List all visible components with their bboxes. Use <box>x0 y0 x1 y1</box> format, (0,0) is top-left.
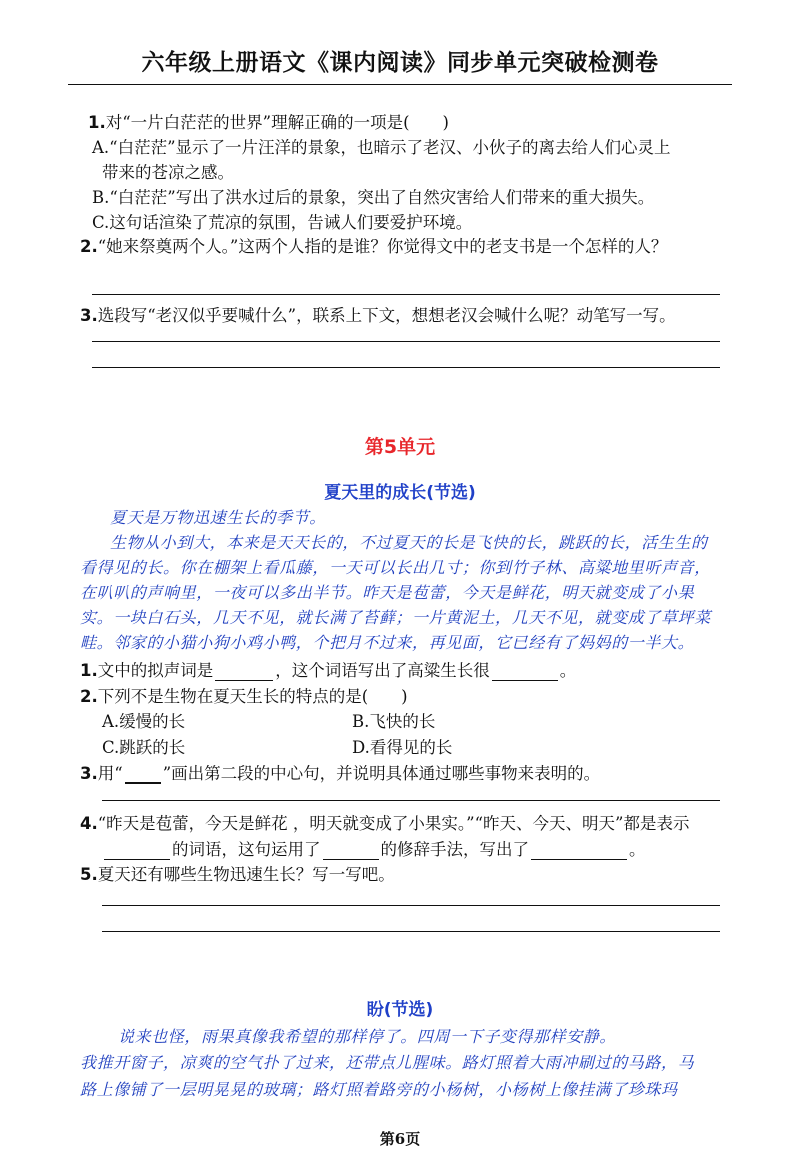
option-a: A.缓慢的长 <box>102 712 186 731</box>
question-text: “昨天是苞蕾，今天是鲜花 ，明天就变成了小果实。”“昨天、今天、明天”都是表示 <box>97 814 690 833</box>
passage-line: 夏天是万物迅速生长的季节。 <box>110 508 326 527</box>
question-text: 的词语，这句运用了 <box>172 840 321 859</box>
passage-line: 看得见的长。你在棚架上看瓜藤，一天可以长出几寸；你到竹子林、高粱地里听声音， <box>80 558 711 577</box>
question-number: 2. <box>80 237 98 256</box>
option-b: B.飞快的长 <box>352 712 436 731</box>
question-text: ”画出第二段的中心句，并说明具体通过哪些事物来表明的。 <box>162 764 601 783</box>
question-3 <box>80 760 600 784</box>
fill-blank[interactable] <box>104 842 170 860</box>
underline-mark <box>125 765 161 784</box>
passage-title: 盼(节选) <box>366 1000 434 1020</box>
fill-blank[interactable] <box>215 663 273 681</box>
passage-line: 畦。邻家的小猫小狗小鸡小鸭，个把月不过来，再见面，它已经有了妈妈的一半大。 <box>80 633 695 652</box>
question-text: 。 <box>629 840 646 859</box>
question-text: “她来祭奠两个人。”这两个人指的是谁？你觉得文中的老支书是一个怎样的人？ <box>97 237 668 256</box>
unit-heading: 第5单元 <box>364 436 436 458</box>
question-text: 下列不是生物在夏天生长的特点的是( ) <box>97 687 408 706</box>
question-text: 文中的拟声词是 <box>97 661 214 680</box>
question-number: 1. <box>80 661 98 680</box>
question-text: 。 <box>559 661 577 680</box>
question-number: 3. <box>80 764 98 783</box>
passage-line: 我推开窗子，凉爽的空气扑了过来，还带点儿腥味。路灯照着大雨冲刷过的马路，马 <box>80 1053 695 1072</box>
option-a-line-2: 带来的苍凉之感。 <box>102 163 234 182</box>
question-3 <box>80 302 676 326</box>
question-number: 4. <box>80 814 98 833</box>
question-number: 3. <box>80 306 98 325</box>
question-text: 选段写“老汉似乎要喊什么”，联系上下文，想想老汉会喊什么呢？动笔写一写。 <box>97 306 676 325</box>
fill-blank[interactable] <box>492 663 558 681</box>
option-a-line-1: A.“白茫茫”显示了一片汪洋的景象，也暗示了老汉、小伙子的离去给人们心灵上 <box>92 138 671 157</box>
question-1 <box>80 657 576 681</box>
passage-line: 生物从小到大，本来是天天长的，不过夏天的长是飞快的长，跳跃的长，活生生的 <box>110 533 708 552</box>
answer-line[interactable] <box>102 800 720 801</box>
question-4 <box>80 810 690 834</box>
option-d: D.看得见的长 <box>352 738 453 757</box>
passage-line: 说来也怪，雨果真像我希望的那样停了。四周一下子变得那样安静。 <box>118 1027 617 1046</box>
question-text: 夏天还有哪些生物迅速生长？写一写吧。 <box>97 865 395 884</box>
passage-title: 夏天里的成长(节选) <box>324 483 476 503</box>
passage-line: 路上像铺了一层明晃晃的玻璃；路灯照着路旁的小杨树，小杨树上像挂满了珍珠玛 <box>80 1080 678 1099</box>
question-2 <box>80 683 408 707</box>
question-number: 1. <box>88 113 106 132</box>
option-b: B.“白茫茫”写出了洪水过后的景象，突出了自然灾害给人们带来的重大损失。 <box>92 188 655 207</box>
question-text: 对“一片白茫茫的世界”理解正确的一项是( ) <box>105 113 449 132</box>
fill-blank[interactable] <box>323 842 379 860</box>
page-title: 六年级上册语文《课内阅读》同步单元突破检测卷 <box>141 50 659 76</box>
question-4-line-2 <box>102 836 646 860</box>
question-text: 的修辞手法，写出了 <box>380 840 529 859</box>
passage-line: 实。一块白石头，几天不见，就长满了苔藓；一片黄泥土，几天不见，就变成了草坪菜 <box>80 608 711 627</box>
question-number: 5. <box>80 865 98 884</box>
answer-line[interactable] <box>102 931 720 932</box>
question-text: 用“ <box>97 764 123 783</box>
question-text: ，这个词语写出了高粱生长很 <box>275 661 490 680</box>
passage-line: 在叭叭的声响里，一夜可以多出半节。昨天是苞蕾，今天是鲜花，明天就变成了小果 <box>80 583 695 602</box>
option-c: C.跳跃的长 <box>102 738 186 757</box>
fill-blank[interactable] <box>531 842 627 860</box>
question-5 <box>80 861 395 885</box>
answer-line[interactable] <box>92 341 720 342</box>
question-1 <box>88 109 449 133</box>
question-2 <box>80 233 667 257</box>
answer-line[interactable] <box>102 905 720 906</box>
answer-line[interactable] <box>92 294 720 295</box>
answer-line[interactable] <box>92 367 720 368</box>
page-number: 第6页 <box>379 1130 421 1148</box>
header-divider <box>68 84 732 85</box>
question-number: 2. <box>80 687 98 706</box>
option-c: C.这句话渲染了荒凉的氛围，告诫人们要爱护环境。 <box>92 213 473 232</box>
